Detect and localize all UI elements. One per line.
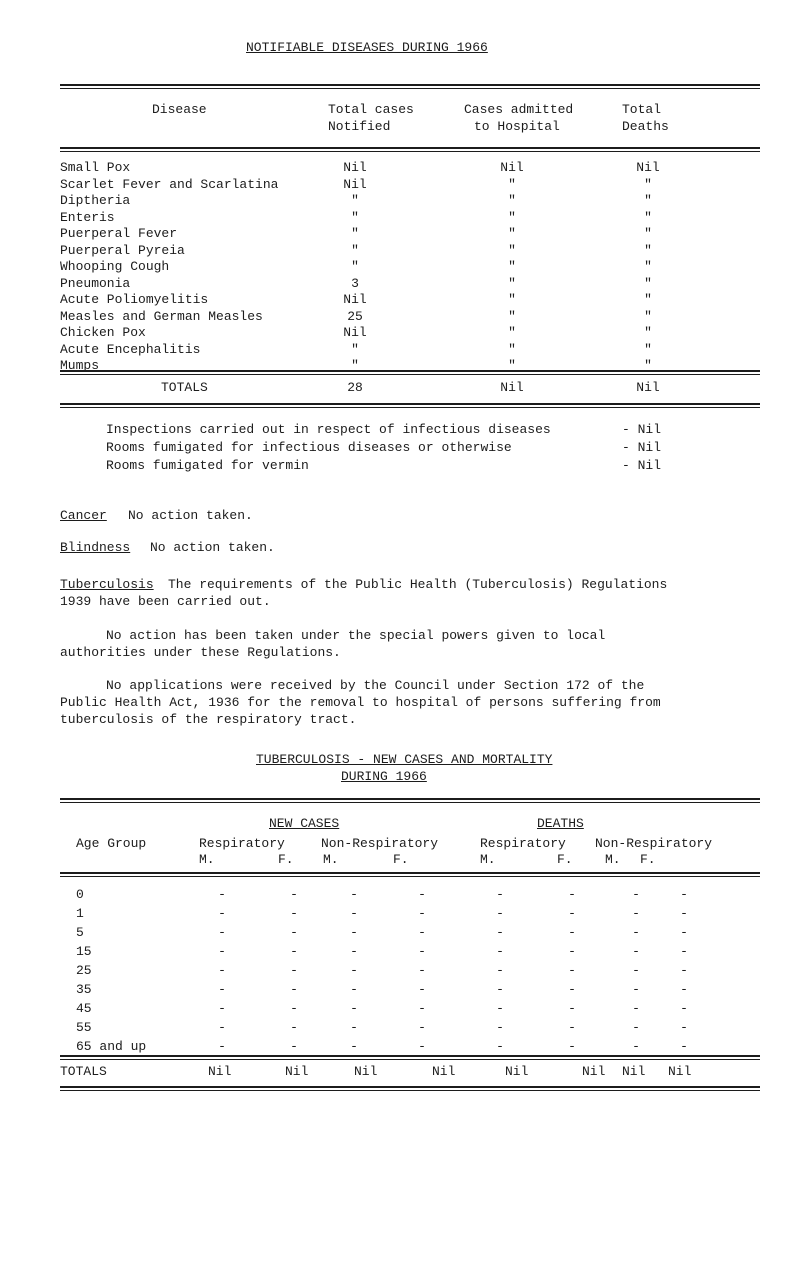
- tb-cell-dash: -: [418, 1039, 426, 1054]
- tb-cell-dash: -: [496, 1020, 504, 1035]
- tb-header-bottom-rule: [60, 872, 760, 877]
- tb-total-value: Nil: [505, 1064, 529, 1079]
- tb-total-value: Nil: [208, 1064, 232, 1079]
- tb-total-value: Nil: [354, 1064, 378, 1079]
- notified-count: ": [351, 358, 359, 373]
- deaths-count: ": [644, 226, 652, 241]
- tb-cell-dash: -: [418, 1001, 426, 1016]
- tb-cell-dash: -: [568, 887, 576, 902]
- tb-new-cases-heading: NEW CASES: [269, 816, 340, 831]
- tb-cell-dash: -: [350, 925, 358, 940]
- notified-count: Nil: [343, 176, 367, 192]
- notified-count: Nil: [343, 292, 367, 307]
- admitted-count: ": [508, 308, 516, 324]
- totals-top-rule: [60, 370, 760, 375]
- disease-name: Scarlet Fever and Scarlatina: [60, 176, 279, 192]
- tb-age-label: 0: [76, 887, 84, 902]
- disease-name: Diptheria: [60, 193, 131, 208]
- tb-cell-dash: -: [218, 1039, 226, 1054]
- table-bottom-rule: [60, 403, 760, 408]
- tb-cell-dash: -: [632, 887, 640, 902]
- cancer-text: No action taken.: [128, 508, 253, 523]
- deaths-count: ": [644, 259, 652, 274]
- deaths-count: ": [644, 308, 652, 324]
- totals-label: TOTALS: [161, 380, 208, 395]
- tb-cell-dash: -: [418, 925, 426, 940]
- notified-count: ": [351, 209, 359, 225]
- tb-age-label: 45: [76, 1001, 92, 1016]
- tb-cell-dash: -: [680, 887, 688, 902]
- tb-age-label: 1: [76, 906, 84, 921]
- tb-death-nonresp-header: Non-Respiratory: [595, 836, 713, 851]
- tb-cell-dash: -: [632, 906, 640, 921]
- tb-cell-dash: -: [290, 906, 298, 921]
- disease-name: Pneumonia: [60, 275, 131, 291]
- totals-deaths: Nil: [636, 380, 660, 395]
- notified-count: ": [351, 259, 359, 274]
- tb-age-label: 35: [76, 982, 92, 997]
- tb-cell-dash: -: [568, 906, 576, 921]
- tb-cell-dash: -: [632, 963, 640, 978]
- deaths-count: ": [644, 341, 652, 357]
- tb-age-label: 25: [76, 963, 92, 978]
- tb-totals-top-rule: [60, 1055, 760, 1060]
- tb-para1-line1: The requirements of the Public Health (Tuberculosis) Regulations: [168, 577, 668, 592]
- tb-cell-dash: -: [418, 887, 426, 902]
- tb-male-header: M.: [199, 852, 215, 867]
- admitted-count: ": [508, 358, 516, 373]
- admitted-count: ": [508, 292, 516, 307]
- tb-deaths-heading: DEATHS: [537, 816, 584, 831]
- page-title: NOTIFIABLE DISEASES DURING 1966: [246, 40, 488, 55]
- inspection-value: - Nil: [622, 422, 662, 437]
- tb-cell-dash: -: [632, 1001, 640, 1016]
- tb-cell-dash: -: [350, 944, 358, 959]
- admitted-count: ": [508, 193, 516, 208]
- tb-cell-dash: -: [218, 944, 226, 959]
- blindness-heading: Blindness: [60, 540, 131, 555]
- tuberculosis-heading: Tuberculosis: [60, 577, 154, 592]
- header-notified-2: Notified: [328, 119, 391, 134]
- inspection-text: Inspections carried out in respect of infectious diseases: [106, 422, 551, 437]
- tb-cell-dash: -: [496, 1039, 504, 1054]
- tb-cell-dash: -: [568, 925, 576, 940]
- header-deaths-1: Total: [622, 102, 662, 117]
- tb-para3-line2: Public Health Act, 1936 for the removal to hospital of persons suffering from: [60, 695, 661, 710]
- tb-cell-dash: -: [290, 963, 298, 978]
- tb-age-group-header: Age Group: [76, 836, 147, 851]
- disease-name: Acute Encephalitis: [60, 341, 201, 357]
- deaths-count: ": [644, 292, 652, 307]
- admitted-count: ": [508, 341, 516, 357]
- table-top-rule: [60, 84, 760, 89]
- tb-female-header: F.: [393, 852, 409, 867]
- disease-name: Acute Poliomyelitis: [60, 292, 209, 307]
- tb-cell-dash: -: [496, 963, 504, 978]
- tb-para1-line2: 1939 have been carried out.: [60, 594, 271, 609]
- tb-cell-dash: -: [350, 1020, 358, 1035]
- tb-para2-line1: No action has been taken under the special powers given to local: [106, 628, 606, 643]
- tb-cell-dash: -: [568, 982, 576, 997]
- tb-cell-dash: -: [680, 1020, 688, 1035]
- tb-cell-dash: -: [568, 963, 576, 978]
- tb-male-header: M.: [323, 852, 339, 867]
- tb-totals-label: TOTALS: [60, 1064, 107, 1079]
- tb-cell-dash: -: [218, 887, 226, 902]
- header-deaths-2: Deaths: [622, 119, 669, 134]
- tb-cell-dash: -: [350, 1039, 358, 1054]
- tb-cell-dash: -: [632, 1039, 640, 1054]
- tb-cell-dash: -: [680, 925, 688, 940]
- admitted-count: ": [508, 176, 516, 192]
- tb-new-resp-header: Respiratory: [199, 836, 285, 851]
- tb-table-title: TUBERCULOSIS - NEW CASES AND MORTALITY: [256, 752, 553, 767]
- tb-cell-dash: -: [290, 1020, 298, 1035]
- tb-cell-dash: -: [290, 1001, 298, 1016]
- disease-name: Small Pox: [60, 160, 131, 175]
- tb-table-top-rule: [60, 798, 760, 803]
- tb-cell-dash: -: [218, 925, 226, 940]
- notified-count: Nil: [343, 325, 367, 340]
- deaths-count: ": [644, 358, 652, 373]
- tb-cell-dash: -: [496, 982, 504, 997]
- cancer-heading: Cancer: [60, 508, 107, 523]
- notified-count: ": [351, 226, 359, 241]
- tb-table-bottom-rule: [60, 1086, 760, 1091]
- tb-cell-dash: -: [218, 963, 226, 978]
- tb-cell-dash: -: [496, 1001, 504, 1016]
- tb-total-value: Nil: [582, 1064, 606, 1079]
- tb-cell-dash: -: [496, 944, 504, 959]
- tb-total-value: Nil: [622, 1064, 646, 1079]
- tb-cell-dash: -: [290, 887, 298, 902]
- tb-cell-dash: -: [568, 1020, 576, 1035]
- disease-name: Puerperal Pyreia: [60, 242, 185, 258]
- inspection-text: Rooms fumigated for vermin: [106, 458, 309, 473]
- deaths-count: Nil: [636, 160, 660, 175]
- disease-name: Puerperal Fever: [60, 226, 178, 241]
- tb-cell-dash: -: [218, 1001, 226, 1016]
- tb-cell-dash: -: [290, 982, 298, 997]
- tb-death-resp-header: Respiratory: [480, 836, 566, 851]
- header-admitted-2: to Hospital: [474, 119, 560, 134]
- tb-total-value: Nil: [285, 1064, 309, 1079]
- admitted-count: ": [508, 275, 516, 291]
- tb-age-label: 65 and up: [76, 1039, 147, 1054]
- tb-cell-dash: -: [568, 944, 576, 959]
- tb-cell-dash: -: [632, 944, 640, 959]
- tb-cell-dash: -: [632, 982, 640, 997]
- deaths-count: ": [644, 176, 652, 192]
- admitted-count: ": [508, 242, 516, 258]
- inspection-text: Rooms fumigated for infectious diseases or otherwise: [106, 440, 512, 455]
- tb-cell-dash: -: [680, 906, 688, 921]
- admitted-count: ": [508, 226, 516, 241]
- deaths-count: ": [644, 242, 652, 258]
- header-notified-1: Total cases: [328, 102, 414, 117]
- tb-age-label: 5: [76, 925, 84, 940]
- tb-cell-dash: -: [680, 1039, 688, 1054]
- notified-count: ": [351, 242, 359, 258]
- tb-table-subtitle: DURING 1966: [341, 769, 427, 784]
- notified-count: 25: [347, 308, 363, 324]
- tb-cell-dash: -: [496, 887, 504, 902]
- disease-name: Enteris: [60, 209, 115, 225]
- tb-cell-dash: -: [496, 906, 504, 921]
- tb-age-label: 55: [76, 1020, 92, 1035]
- totals-admitted: Nil: [500, 380, 524, 395]
- inspection-value: - Nil: [622, 458, 662, 473]
- tb-cell-dash: -: [350, 887, 358, 902]
- tb-new-nonresp-header: Non-Respiratory: [321, 836, 439, 851]
- notified-count: Nil: [343, 160, 367, 175]
- tb-cell-dash: -: [496, 925, 504, 940]
- blindness-text: No action taken.: [150, 540, 275, 555]
- tb-total-value: Nil: [668, 1064, 692, 1079]
- tb-para3-line3: tuberculosis of the respiratory tract.: [60, 712, 357, 727]
- inspection-value: - Nil: [622, 440, 662, 455]
- tb-cell-dash: -: [632, 925, 640, 940]
- disease-name: Measles and German Measles: [60, 308, 263, 324]
- admitted-count: Nil: [500, 160, 524, 175]
- disease-name: Mumps: [60, 358, 100, 373]
- tb-male-header: M.: [605, 852, 621, 867]
- totals-notified: 28: [347, 380, 363, 395]
- tb-cell-dash: -: [568, 1039, 576, 1054]
- tb-cell-dash: -: [290, 1039, 298, 1054]
- tb-cell-dash: -: [632, 1020, 640, 1035]
- tb-cell-dash: -: [290, 944, 298, 959]
- admitted-count: ": [508, 325, 516, 340]
- tb-cell-dash: -: [350, 1001, 358, 1016]
- tb-cell-dash: -: [680, 944, 688, 959]
- tb-cell-dash: -: [680, 982, 688, 997]
- tb-cell-dash: -: [418, 944, 426, 959]
- deaths-count: ": [644, 209, 652, 225]
- deaths-count: ": [644, 275, 652, 291]
- tb-female-header: F.: [557, 852, 573, 867]
- tb-male-header: M.: [480, 852, 496, 867]
- tb-total-value: Nil: [432, 1064, 456, 1079]
- notified-count: 3: [351, 275, 359, 291]
- tb-cell-dash: -: [418, 1020, 426, 1035]
- tb-cell-dash: -: [680, 1001, 688, 1016]
- header-admitted-1: Cases admitted: [464, 102, 574, 117]
- tb-cell-dash: -: [350, 982, 358, 997]
- tb-cell-dash: -: [418, 963, 426, 978]
- tb-cell-dash: -: [418, 982, 426, 997]
- tb-para3-line1: No applications were received by the Council under Section 172 of the: [106, 678, 645, 693]
- deaths-count: ": [644, 325, 652, 340]
- disease-name: Whooping Cough: [60, 259, 170, 274]
- tb-cell-dash: -: [350, 906, 358, 921]
- notified-count: ": [351, 193, 359, 208]
- tb-cell-dash: -: [290, 925, 298, 940]
- tb-female-header: F.: [278, 852, 294, 867]
- tb-cell-dash: -: [218, 982, 226, 997]
- admitted-count: ": [508, 259, 516, 274]
- tb-cell-dash: -: [568, 1001, 576, 1016]
- tb-cell-dash: -: [418, 906, 426, 921]
- tb-cell-dash: -: [218, 1020, 226, 1035]
- header-disease: Disease: [152, 102, 207, 117]
- admitted-count: ": [508, 209, 516, 225]
- tb-female-header: F.: [640, 852, 656, 867]
- deaths-count: ": [644, 193, 652, 208]
- disease-name: Chicken Pox: [60, 325, 146, 340]
- tb-para2-line2: authorities under these Regulations.: [60, 645, 341, 660]
- header-bottom-rule: [60, 147, 760, 152]
- notified-count: ": [351, 341, 359, 357]
- tb-age-label: 15: [76, 944, 92, 959]
- tb-cell-dash: -: [680, 963, 688, 978]
- tb-cell-dash: -: [218, 906, 226, 921]
- tb-cell-dash: -: [350, 963, 358, 978]
